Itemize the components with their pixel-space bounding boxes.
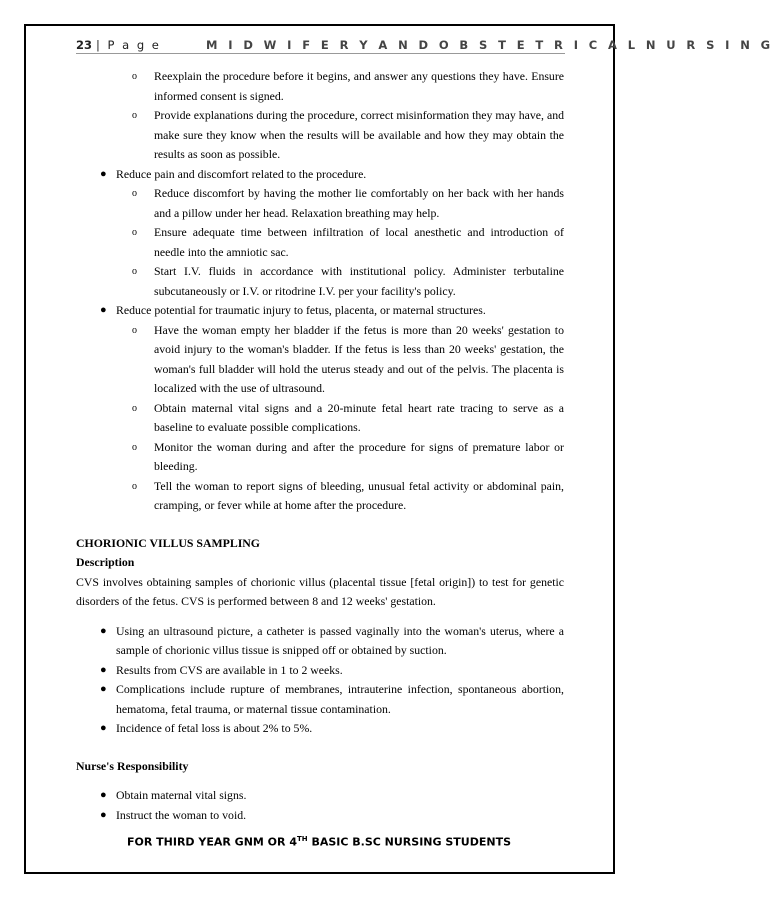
bullet-item: ● Incidence of fetal loss is about 2% to 5%. <box>76 719 564 739</box>
bullet-icon: ● <box>100 663 107 676</box>
bullet-icon: ● <box>100 304 107 316</box>
document-body <box>76 67 564 825</box>
bullet-icon: ● <box>100 624 107 637</box>
page-label: | P a g e <box>96 38 161 52</box>
bullet-icon: ● <box>100 683 107 695</box>
circle-bullet-icon: o <box>132 227 137 238</box>
subsection-heading: Description <box>76 555 135 569</box>
bullet-icon: ● <box>100 808 107 821</box>
circle-bullet-icon: o <box>132 441 137 453</box>
bullet-item: ● Instruct the woman to void. <box>76 806 564 826</box>
circle-bullet-icon: o <box>132 324 137 336</box>
bullet-icon: ● <box>100 789 107 801</box>
header-rule <box>76 53 565 54</box>
sub-item: o Tell the woman to report signs of bleeding, unusual fetal activity or abdominal pain, cramping, or fever while at home after the procedure. <box>132 478 564 512</box>
spacer <box>76 739 564 757</box>
sub-item: o Start I.V. fluids in accordance with institutional policy. Administer terbutaline subcutaneously or I.V. or ritodrine I.V. per your facility's policy. <box>132 264 564 298</box>
header-title: M I D W I F E R Y A N D O B S T E T R I C A L N U R S I N G <box>206 38 774 52</box>
circle-bullet-icon: o <box>132 480 137 492</box>
bullet-item: ● Using an ultrasound picture, a catheter is passed vaginally into the woman's uterus, where a sample of chorionic villus tissue is snipped off or obtained by suction. <box>100 623 564 657</box>
bullet-item: ● Results from CVS are available in 1 to 2 weeks. <box>76 661 564 681</box>
sub-item: o Monitor the woman during and after the procedure for signs of premature labor or bleeding. <box>132 439 564 473</box>
bullet-item: ● Obtain maternal vital signs. <box>76 786 564 806</box>
bullet-icon: ● <box>100 167 107 180</box>
sub-item: o Reexplain the procedure before it begins, and answer any questions they have. Ensure informed consent is signed. <box>132 69 564 103</box>
page-number: 23 <box>76 38 93 52</box>
circle-bullet-icon: o <box>132 188 137 199</box>
footer-superscript: TH <box>297 835 308 843</box>
circle-bullet-icon: o <box>132 110 137 121</box>
page-header <box>76 38 774 52</box>
sub-item: o Reduce discomfort by having the mother lie comfortably on her back with her hands and a pillow under her head. Relaxation breathing may help. <box>132 186 564 220</box>
circle-bullet-icon: o <box>132 402 137 414</box>
sub-item: o Have the woman empty her bladder if the fetus is more than 20 weeks' gestation to avoid injury to the woman's bladder. If the fetus is less than 20 weeks' gestation, the woman's full bladder will hold the uterus steady and out of the pelvis. The placenta is localized with the use of ultrasound. <box>132 322 564 395</box>
bullet-item: ● Complications include rupture of membranes, intrauterine infection, spontaneous abortion, hematoma, fetal trauma, or maternal tissue contamination. <box>100 682 564 716</box>
footer-text-start: FOR THIRD YEAR GNM OR 4 <box>126 835 297 849</box>
subsection-heading: Nurse's Responsibility <box>76 758 189 773</box>
section-heading: CHORIONIC VILLUS SAMPLING <box>76 535 260 550</box>
circle-bullet-icon: o <box>132 71 137 82</box>
footer-text-end: BASIC B.SC NURSING STUDENTS <box>307 835 511 849</box>
sub-item: o Ensure adequate time between infiltration of local anesthetic and introduction of needle into the amniotic sac. <box>132 225 564 259</box>
sub-item: o Obtain maternal vital signs and a 20-minute fetal heart rate tracing to serve as a baseline to evaluate possible complications. <box>132 400 564 434</box>
bullet-item: ● Reduce pain and discomfort related to the procedure. <box>76 165 564 185</box>
spacer <box>76 516 564 534</box>
sub-item: o Provide explanations during the procedure, correct misinformation they may have, and make sure they know when the results will be available and how they may obtain the results as soon as possible. <box>132 108 564 161</box>
page-footer <box>0 835 638 849</box>
description-paragraph: CVS involves obtaining samples of chorionic villus (placental tissue [fetal origin]) to test for genetic disorders of the fetus. CVS is performed between 8 and 12 weeks' gestation. <box>76 574 564 608</box>
bullet-icon: ● <box>100 722 107 734</box>
bullet-item: ● Reduce potential for traumatic injury to fetus, placenta, or maternal structures. <box>76 301 564 321</box>
spacer <box>76 776 564 786</box>
circle-bullet-icon: o <box>132 266 137 277</box>
spacer <box>76 612 564 622</box>
